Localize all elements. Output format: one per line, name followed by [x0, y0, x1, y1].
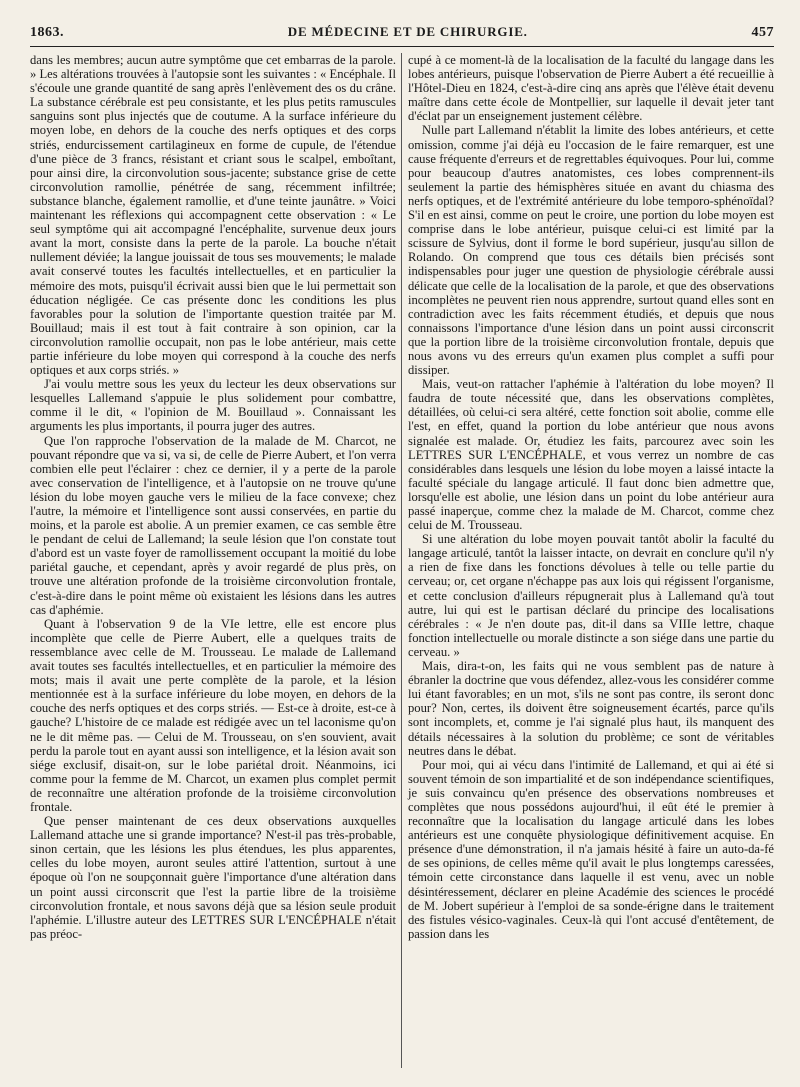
paragraph: dans les membres; aucun autre symptôme que cet embarras de la parole. » Les altérations trouvées à l'autopsie sont les suivantes : « Encéphale. Il s'écoule une grande quantité de sang après l'enlèvement des os du crâne. La substance cérébrale est peu consistante, et les plus petits ramuscules sanguins sont plus injectés que de coutume. A la surface inférieure du moyen lobe, en dehors de la couche des nerfs optiques et des corps striés, endurcissement cartilagineux en forme de cupule, de l'étendue d'une pièce de 3 francs, résistant et criant sous le scalpel, emboîtant, pour ainsi dire, la circonvolution sous-jacente; substance grise de cette circonvolution ramollie, pénétrée de sang, récemment infiltrée; substance blanche, également ramollie, et d'une teinte jaunâtre. » Voici maintenant les réflexions qui accompagnent cette observation : « Le seul symptôme qui ait accompagné l'encéphalite, survenue deux jours avant la mort, consiste dans la perte de la parole. La bouche n'était nullement déviée; la langue jouissait de tous ses mouvements; le malade avait conservé toutes les facultés intellectuelles, et en particulier la mémoire des mots, puisqu'il écrivait aussi bien que le lui permettait son éducation négligée. Ce cas présente donc les conditions les plus favorables pour la solution de l'importante question traitée par M. Bouillaud; mais il est tout à fait contraire à son opinion, car la circonvolution ramollie occupait, non pas le lobe antérieur, mais cette partie inférieure du lobe moyen qui correspond à la couche des nerfs optiques et aux corps striés. » [30, 53, 396, 378]
paragraph: Si une altération du lobe moyen pouvait tantôt abolir la faculté du langage articulé, tantôt la laisser intacte, on devrait en conclure qu'il n'y a rien de fixe dans les fonctions dévolues à telle ou telle partie du cerveau; or, cet organe n'échappe pas aux lois qui régissent l'organisme, et cette conclusion d'ailleurs répugnerait plus à Lallemand qu'à tout autre, lui qui est le partisan déclaré du principe des localisations cérébrales : « Je n'en doute pas, dit-il dans sa VIIIe lettre, chaque fonction intellectuelle ou morale distincte a son siége dans une partie du cerveau. » [408, 532, 774, 659]
paragraph: cupé à ce moment-là de la localisation de la faculté du langage dans les lobes antérieurs, puisque l'observation de Pierre Aubert a été recueillie à l'Hôtel-Dieu en 1824, c'est-à-dire cinq ans après que l'élève était devenu maître dans cette école de Montpellier, sur laquelle il devait jeter tant d'éclat par un enseignement justement célèbre. [408, 53, 774, 124]
paragraph: J'ai voulu mettre sous les yeux du lecteur les deux observations sur lesquelles Lallemand s'appuie le plus solidement pour combattre, comme il le dit, « l'opinion de M. Bouillaud ». Connaissant les arguments les plus importants, il pourra juger des autres. [30, 377, 396, 434]
text-columns [30, 53, 774, 1068]
paragraph: Nulle part Lallemand n'établit la limite des lobes antérieurs, et cette omission, comme j'ai déjà eu l'occasion de le faire remarquer, est une cause fréquente d'erreurs et de regrettables équivoques. Pour lui, comme pour beaucoup d'autres anatomistes, ces lobes comprennent-ils seulement la partie des hémisphères située en avant du chiasma des nerfs optiques, et de l'extrémité antérieure du lobe temporo-sphénoïdal? S'il en est ainsi, comme on peut le croire, une portion du lobe moyen est comprise dans le lobe antérieur, puisque celui-ci est limité par la scissure de Sylvius, dont il forme le bord supérieur, jusqu'au sillon de Rolando. On comprend que tous ces détails bien précisés sont indispensables pour juger une question de physiologie cérébrale aussi délicate que celle de la localisation de la parole, et que des observations incomplètes ne peuvent rien nous apprendre, surtout quand elles sont en contradiction avec les faits récemment étudiés, et depuis que nous connaissons l'importance d'une lésion dans un point aussi circonscrit que la portion libre de la troisième circonvolution frontale, depuis que nous avons vu des erreurs qu'un examen plus complet a suffi pour dissiper. [408, 123, 774, 378]
paragraph: Que l'on rapproche l'observation de la malade de M. Charcot, ne pouvant répondre que va si, va si, de celle de Pierre Aubert, et l'on verra combien elle peut l'éclairer : chez ce dernier, il y a perte de la parole avec conservation de l'intelligence, et à l'autopsie on ne trouve qu'une lésion du lobe moyen gauche vers le milieu de la face convexe; chez l'autre, la mémoire et l'intelligence sont aussi conservées, en partie du moins, et la parole est abolie. A un premier examen, ce cas semble être le pendant de celui de Lallemand; la seule lésion que l'on constate tout d'abord est un vaste foyer de ramollissement occupant la moitié du lobe pariétal gauche, et cependant, après y avoir regardé de plus près, on trouve une altération profonde de la troisième circonvolution frontale, c'est-à-dire dans le point même où existaient les lésions dans les autres cas d'aphémie. [30, 433, 396, 617]
header-title: DE MÉDECINE ET DE CHIRURGIE. [287, 24, 528, 39]
left-column [30, 53, 396, 1068]
paragraph: Mais, veut-on rattacher l'aphémie à l'altération du lobe moyen? Il faudra de toute nécessité que, dans les observations complètes, détaillées, où celui-ci sera altéré, cette fonction soit abolie, comme elle l'est, en effet, quand la portion du lobe antérieur que nous avons signalée est malade. Or, étudiez les faits, parcourez avec soin les LETTRES SUR L'ENCÉPHALE, et vous verrez un nombre de cas considérables dans lesquels une lésion du lobe moyen a laissé intacte la faculté spéciale du langage articulé. Il faut donc bien admettre que, lorsqu'elle est abolie, une lésion dans un point du lobe antérieur aura passé inaperçue, comme chez la malade de M. Charcot, comme chez celui de M. Trousseau. [408, 377, 774, 533]
paragraph: Mais, dira-t-on, les faits qui ne vous semblent pas de nature à ébranler la doctrine que vous défendez, allez-vous les considérer comme lui étant favorables; en un mot, s'ils ne sont pas contre, ils seront donc pour? Non, certes, ils doivent être soigneusement écartés, parce qu'ils sont incomplets, et, comme je l'ai signalé plus haut, ils manquent des détails nécessaires à la solution du problème; ce sont de véritables neutres dans le débat. [408, 659, 774, 758]
right-column [408, 53, 774, 1068]
header-page-number: 457 [751, 25, 774, 40]
paragraph: Pour moi, qui ai vécu dans l'intimité de Lallemand, et qui ai été si souvent témoin de son impartialité et de son indépendance scientifiques, je suis convaincu qu'en présence des observations nombreuses et complètes que nous possédons aujourd'hui, il eût été le premier à reconnaître que la localisation du langage articulé dans les lobes antérieurs est une conquête physiologique définitivement acquise. En présence d'une démonstration, il n'a jamais hésité à faire un auto-da-fé de ses opinions, de celles même qu'il avait le plus longtemps caressées, témoin cette circonstance dans laquelle il est venu, avec un noble désintéressement, déclarer en pleine Académie des sciences le procédé de M. Jobert supérieur à l'emploi de sa sonde-érigne dans le traitement des fistules vésico-vaginales. Ceux-là qui l'ont accusé d'entêtement, de passion dans les [408, 757, 774, 941]
header-year: 1863. [30, 25, 64, 40]
running-header [30, 24, 774, 47]
paragraph: Que penser maintenant de ces deux observations auxquelles Lallemand attache une si grande importance? N'est-il pas très-probable, sinon certain, que les lésions les plus étendues, les plus apparentes, celles du lobe moyen, auront seules attiré l'attention, surtout à une époque où l'on ne soupçonnait guère l'importance d'une altération dans un point aussi circonscrit que l'est la partie libre de la troisième circonvolution frontale, et nous savons déjà que sa lésion seule produit l'aphémie. L'illustre auteur des LETTRES SUR L'ENCÉPHALE n'était pas préoc- [30, 814, 396, 941]
paragraph: Quant à l'observation 9 de la VIe lettre, elle est encore plus incomplète que celle de Pierre Aubert, elle a quelques traits de ressemblance avec celle de M. Trousseau. Le malade de Lallemand avait toutes ses facultés intellectuelles, et en particulier la mémoire des mots; mais il avait une perte complète de la parole, et la lésion mentionnée est à la surface inférieure du lobe moyen, en dehors de la couche des nerfs optiques et des corps striés. — Est-ce à droite, est-ce à gauche? L'histoire de ce malade est rédigée avec un tel laconisme qu'on ne le dit même pas. — Celui de M. Trousseau, on s'en souvient, avait perdu la parole tout en ayant aussi son intelligence, et la lésion avait son siége exclusif, disait-on, sur le lobe pariétal droit. Néanmoins, ici comme pour la femme de M. Charcot, un examen plus complet permit de reconnaître une altération profonde de la troisième circonvolution frontale. [30, 616, 396, 814]
